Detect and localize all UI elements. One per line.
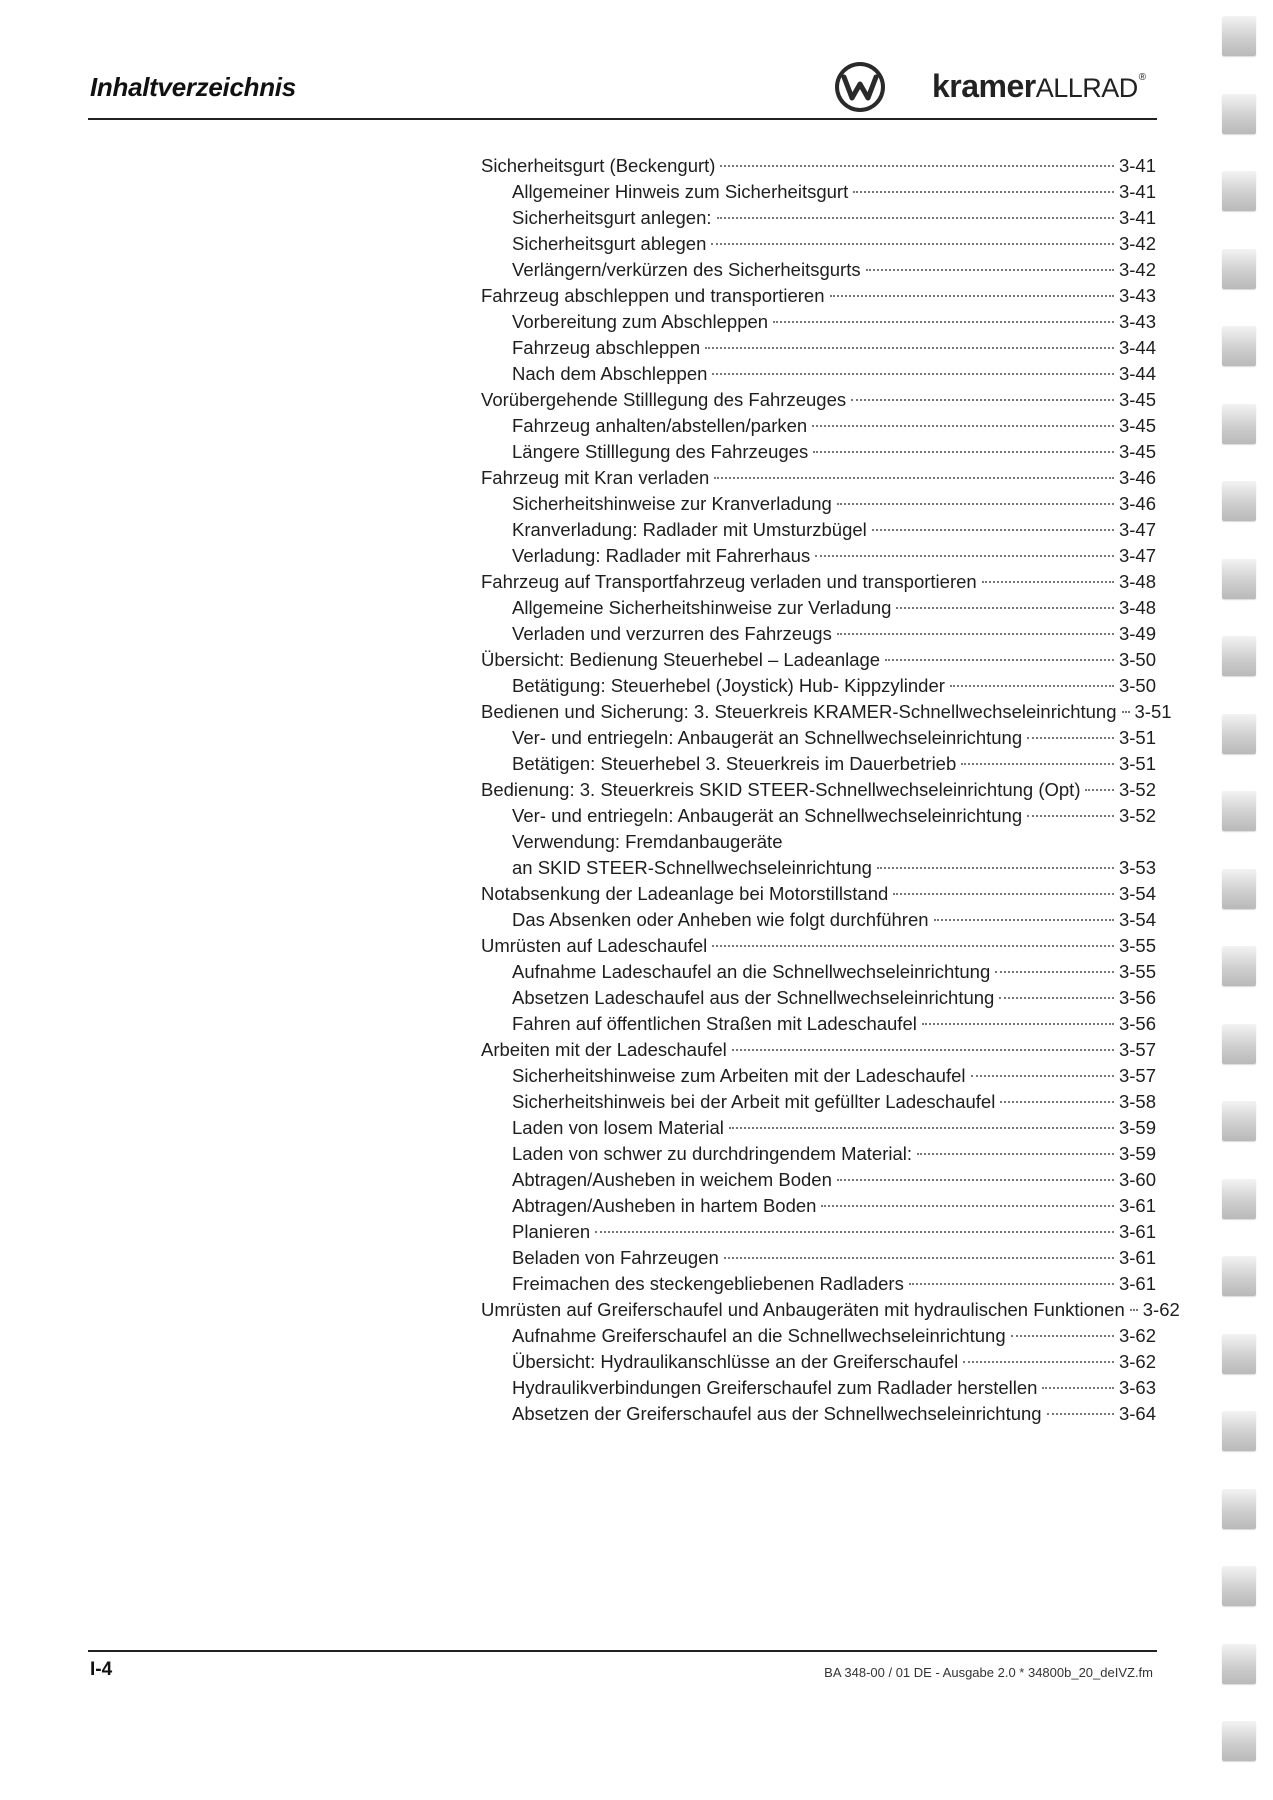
toc-entry[interactable] [481, 1141, 1156, 1167]
toc-entry-title: Arbeiten mit der Ladeschaufel [481, 1039, 727, 1060]
binder-tab [1222, 1256, 1256, 1296]
toc-entry[interactable] [481, 1167, 1156, 1193]
toc-entry-page: 3-51 [1118, 753, 1156, 774]
toc-entry-page: 3-48 [1118, 571, 1156, 592]
toc-leader-dots [877, 867, 1114, 869]
toc-entry-page: 3-41 [1118, 181, 1156, 202]
toc-leader-dots [896, 607, 1114, 609]
binder-tab [1222, 1024, 1256, 1064]
toc-leader-dots [813, 451, 1114, 453]
kramer-w-logo-icon [833, 60, 887, 114]
toc-leader-dots [917, 1153, 1114, 1155]
toc-entry-page: 3-45 [1118, 441, 1156, 462]
binder-tab [1222, 404, 1256, 444]
toc-entry-page: 3-41 [1118, 155, 1156, 176]
toc-leader-dots [885, 659, 1114, 661]
toc-entry-page: 3-51 [1134, 701, 1172, 722]
toc-leader-dots [982, 581, 1114, 583]
page-number: I-4 [90, 1659, 113, 1680]
toc-entry-page: 3-47 [1118, 519, 1156, 540]
toc-entry-page: 3-54 [1118, 909, 1156, 930]
toc-entry[interactable] [481, 595, 1156, 621]
toc-entry[interactable] [481, 985, 1156, 1011]
toc-entry[interactable] [481, 153, 1156, 179]
toc-leader-dots [909, 1283, 1114, 1285]
toc-entry-page: 3-61 [1118, 1195, 1156, 1216]
toc-entry-title: Sicherheitshinweis bei der Arbeit mit gefüllter Ladeschaufel [512, 1091, 996, 1112]
toc-entry[interactable] [481, 439, 1156, 465]
toc-entry[interactable] [481, 933, 1156, 959]
toc-entry-title: Übersicht: Bedienung Steuerhebel – Ladeanlage [481, 649, 881, 670]
toc-entry[interactable] [481, 881, 1156, 907]
toc-entry[interactable] [481, 1115, 1156, 1141]
toc-leader-dots [1047, 1413, 1114, 1415]
binder-tab [1222, 1644, 1256, 1684]
toc-leader-dots [851, 399, 1114, 401]
toc-entry[interactable] [481, 855, 1156, 881]
toc-entry[interactable] [481, 647, 1156, 673]
toc-entry[interactable] [481, 1401, 1156, 1427]
toc-entry-page: 3-58 [1118, 1091, 1156, 1112]
document-reference: BA 348-00 / 01 DE - Ausgabe 2.0 * 34800b_20_deIVZ.fm [824, 1665, 1153, 1680]
toc-leader-dots [815, 555, 1114, 557]
toc-leader-dots [1011, 1335, 1114, 1337]
toc-entry-title: Verladen und verzurren des Fahrzeugs [512, 623, 832, 644]
toc-entry-page: 3-51 [1118, 727, 1156, 748]
toc-entry[interactable] [481, 621, 1156, 647]
brand-registered-mark: ® [1138, 72, 1146, 83]
toc-entry-title: Abtragen/Ausheben in hartem Boden [512, 1195, 817, 1216]
toc-entry-page: 3-46 [1118, 493, 1156, 514]
toc-entry[interactable] [481, 751, 1156, 777]
toc-leader-dots [712, 945, 1114, 947]
toc-leader-dots [1027, 737, 1114, 739]
toc-entry[interactable] [481, 361, 1156, 387]
toc-entry-page: 3-62 [1142, 1299, 1180, 1320]
toc-entry-title: Nach dem Abschleppen [512, 363, 708, 384]
toc-entry-page: 3-56 [1118, 987, 1156, 1008]
toc-entry-title: Allgemeine Sicherheitshinweise zur Verladung [512, 597, 892, 618]
toc-leader-dots [711, 243, 1114, 245]
binder-tab [1222, 1721, 1256, 1761]
binder-tab [1222, 1566, 1256, 1606]
binder-tab [1222, 1179, 1256, 1219]
binder-tab [1222, 171, 1256, 211]
toc-entry-title: Ver- und entriegeln: Anbaugerät an Schnellwechseleinrichtung [512, 727, 1023, 748]
toc-entry-page: 3-59 [1118, 1117, 1156, 1138]
toc-entry-page: 3-49 [1118, 623, 1156, 644]
toc-entry-page: 3-45 [1118, 415, 1156, 436]
toc-leader-dots [724, 1257, 1114, 1259]
toc-leader-dots [712, 373, 1114, 375]
toc-entry-title: Planieren [512, 1221, 591, 1242]
toc-entry-title: Fahrzeug anhalten/abstellen/parken [512, 415, 808, 436]
toc-entry-page: 3-42 [1118, 259, 1156, 280]
toc-entry-title: Fahrzeug abschleppen [512, 337, 701, 358]
toc-entry[interactable] [481, 699, 1172, 725]
toc-leader-dots [950, 685, 1114, 687]
toc-entry-title: Abtragen/Ausheben in weichem Boden [512, 1169, 832, 1190]
toc-entry-title: Fahrzeug auf Transportfahrzeug verladen und transportieren [481, 571, 977, 592]
page-title: Inhaltverzeichnis [90, 72, 296, 102]
toc-entry-page: 3-53 [1118, 857, 1156, 878]
toc-entry[interactable] [481, 1297, 1180, 1323]
toc-entry-page: 3-55 [1118, 961, 1156, 982]
toc-entry-page: 3-43 [1118, 285, 1156, 306]
toc-leader-dots [872, 529, 1114, 531]
toc-entry[interactable] [481, 517, 1156, 543]
binder-tab [1222, 16, 1256, 56]
toc-entry-page: 3-45 [1118, 389, 1156, 410]
toc-entry-page: 3-59 [1118, 1143, 1156, 1164]
toc-entry-page: 3-57 [1118, 1065, 1156, 1086]
toc-entry-title: Vorbereitung zum Abschleppen [512, 311, 769, 332]
toc-leader-dots [866, 269, 1114, 271]
toc-leader-dots [963, 1361, 1114, 1363]
binder-tab [1222, 636, 1256, 676]
toc-leader-dots [934, 919, 1114, 921]
toc-leader-dots [830, 295, 1114, 297]
toc-leader-dots [893, 893, 1114, 895]
binder-tab [1222, 1334, 1256, 1374]
toc-leader-dots [971, 1075, 1114, 1077]
binder-tab [1222, 714, 1256, 754]
toc-entry-title: Verlängern/verkürzen des Sicherheitsgurts [512, 259, 861, 280]
toc-leader-dots [717, 217, 1114, 219]
toc-entry[interactable] [481, 413, 1156, 439]
table-of-contents [481, 153, 1180, 1427]
toc-entry-page: 3-52 [1118, 805, 1156, 826]
toc-entry[interactable] [481, 283, 1156, 309]
toc-entry[interactable] [481, 1375, 1156, 1401]
toc-entry[interactable] [481, 179, 1156, 205]
toc-leader-dots [1027, 815, 1114, 817]
brand-light: ALLRAD [1035, 73, 1138, 103]
toc-entry[interactable] [481, 257, 1156, 283]
toc-leader-dots [821, 1205, 1114, 1207]
toc-entry[interactable] [481, 387, 1156, 413]
toc-entry-page: 3-47 [1118, 545, 1156, 566]
toc-entry-title: Betätigung: Steuerhebel (Joystick) Hub- Kippzylinder [512, 675, 945, 696]
toc-entry[interactable] [481, 1219, 1156, 1245]
toc-entry-page: 3-61 [1118, 1273, 1156, 1294]
toc-leader-dots [999, 997, 1114, 999]
toc-entry[interactable] [481, 1063, 1156, 1089]
toc-entry-title: Vorübergehende Stilllegung des Fahrzeuges [481, 389, 847, 410]
toc-entry-title: Absetzen Ladeschaufel aus der Schnellwechseleinrichtung [512, 987, 995, 1008]
toc-entry-title: Sicherheitsgurt ablegen [512, 233, 707, 254]
toc-leader-dots [837, 503, 1114, 505]
toc-entry-title: Aufnahme Greiferschaufel an die Schnellwechseleinrichtung [512, 1325, 1006, 1346]
toc-entry-page: 3-50 [1118, 649, 1156, 670]
toc-leader-dots [1130, 1309, 1138, 1311]
toc-entry-title: Sicherheitshinweise zum Arbeiten mit der Ladeschaufel [512, 1065, 966, 1086]
toc-entry-title: Fahrzeug abschleppen und transportieren [481, 285, 825, 306]
brand-logo [932, 68, 1146, 105]
toc-entry-title: Laden von losem Material [512, 1117, 724, 1138]
toc-entry-title: Bedienung: 3. Steuerkreis SKID STEER-Schnellwechseleinrichtung (Opt) [481, 779, 1081, 800]
toc-leader-dots [922, 1023, 1114, 1025]
toc-entry-title: Fahrzeug mit Kran verladen [481, 467, 710, 488]
toc-entry[interactable] [481, 1245, 1156, 1271]
toc-entry-page: 3-43 [1118, 311, 1156, 332]
toc-entry-page: 3-48 [1118, 597, 1156, 618]
toc-entry-title: Laden von schwer zu durchdringendem Material: [512, 1143, 913, 1164]
toc-leader-dots [773, 321, 1114, 323]
toc-leader-dots [961, 763, 1114, 765]
binder-tab [1222, 326, 1256, 366]
toc-entry-page: 3-63 [1118, 1377, 1156, 1398]
toc-leader-dots [1122, 711, 1130, 713]
toc-entry-page: 3-46 [1118, 467, 1156, 488]
toc-entry-title: Bedienen und Sicherung: 3. Steuerkreis KRAMER-Schnellwechseleinrichtung [481, 701, 1117, 722]
toc-entry[interactable] [481, 465, 1156, 491]
toc-entry-title: Übersicht: Hydraulikanschlüsse an der Greiferschaufel [512, 1351, 959, 1372]
binder-tab [1222, 1101, 1256, 1141]
toc-entry[interactable] [481, 1193, 1156, 1219]
footer-divider [88, 1650, 1157, 1652]
toc-entry[interactable] [481, 829, 1156, 855]
toc-leader-dots [837, 633, 1114, 635]
toc-entry[interactable] [481, 1323, 1156, 1349]
toc-entry-page: 3-61 [1118, 1247, 1156, 1268]
toc-entry-page: 3-44 [1118, 337, 1156, 358]
toc-entry-title: Sicherheitshinweise zur Kranverladung [512, 493, 832, 514]
binder-tab [1222, 249, 1256, 289]
brand-bold: kramer [932, 68, 1036, 104]
toc-leader-dots [995, 971, 1114, 973]
toc-entry-page: 3-60 [1118, 1169, 1156, 1190]
toc-entry-page: 3-50 [1118, 675, 1156, 696]
toc-entry-title: Kranverladung: Radlader mit Umsturzbügel [512, 519, 867, 540]
binder-tab [1222, 946, 1256, 986]
toc-entry-page: 3-62 [1118, 1325, 1156, 1346]
toc-entry[interactable] [481, 1089, 1156, 1115]
toc-entry-title: Notabsenkung der Ladeanlage bei Motorstillstand [481, 883, 889, 904]
binder-tab [1222, 869, 1256, 909]
toc-entry-title: Das Absenken oder Anheben wie folgt durchführen [512, 909, 929, 930]
binder-tab [1222, 1489, 1256, 1529]
toc-entry-title: Hydraulikverbindungen Greiferschaufel zum Radlader herstellen [512, 1377, 1038, 1398]
toc-entry-page: 3-64 [1118, 1403, 1156, 1424]
toc-entry[interactable] [481, 803, 1156, 829]
toc-entry-page: 3-55 [1118, 935, 1156, 956]
toc-entry-title: Freimachen des steckengebliebenen Radladers [512, 1273, 904, 1294]
toc-entry-page: 3-57 [1118, 1039, 1156, 1060]
toc-entry-title: Allgemeiner Hinweis zum Sicherheitsgurt [512, 181, 849, 202]
toc-entry[interactable] [481, 543, 1156, 569]
binder-tab [1222, 94, 1256, 134]
toc-entry-title: Verladung: Radlader mit Fahrerhaus [512, 545, 811, 566]
toc-entry-page: 3-52 [1118, 779, 1156, 800]
binder-tab [1222, 559, 1256, 599]
toc-entry[interactable] [481, 1271, 1156, 1297]
toc-entry[interactable] [481, 569, 1156, 595]
toc-entry-title: Betätigen: Steuerhebel 3. Steuerkreis im Dauerbetrieb [512, 753, 957, 774]
toc-entry-title: Sicherheitsgurt (Beckengurt) [481, 155, 716, 176]
toc-entry[interactable] [481, 309, 1156, 335]
binder-tab [1222, 481, 1256, 521]
toc-entry[interactable] [481, 959, 1156, 985]
toc-leader-dots [732, 1049, 1114, 1051]
toc-leader-dots [1085, 789, 1113, 791]
toc-entry-title: Beladen von Fahrzeugen [512, 1247, 719, 1268]
toc-entry-page: 3-42 [1118, 233, 1156, 254]
toc-entry-page: 3-41 [1118, 207, 1156, 228]
toc-entry[interactable] [481, 491, 1156, 517]
toc-entry-title: Verwendung: Fremdanbaugeräte [512, 831, 783, 852]
toc-entry[interactable] [481, 1037, 1156, 1063]
toc-entry[interactable] [481, 907, 1156, 933]
toc-entry-title: Aufnahme Ladeschaufel an die Schnellwechseleinrichtung [512, 961, 991, 982]
toc-entry-title: Sicherheitsgurt anlegen: [512, 207, 712, 228]
binder-tab [1222, 1411, 1256, 1451]
toc-leader-dots [837, 1179, 1114, 1181]
toc-entry-page: 3-61 [1118, 1221, 1156, 1242]
toc-entry[interactable] [481, 231, 1156, 257]
toc-entry-title: Längere Stilllegung des Fahrzeuges [512, 441, 809, 462]
toc-leader-dots [853, 191, 1114, 193]
toc-entry-page: 3-56 [1118, 1013, 1156, 1034]
toc-entry-title: Umrüsten auf Greiferschaufel und Anbaugeräten mit hydraulischen Funktionen [481, 1299, 1125, 1320]
toc-entry-title: Absetzen der Greiferschaufel aus der Schnellwechseleinrichtung [512, 1403, 1042, 1424]
header-divider [88, 118, 1157, 120]
toc-leader-dots [1042, 1387, 1113, 1389]
toc-entry-title: Fahren auf öffentlichen Straßen mit Ladeschaufel [512, 1013, 917, 1034]
toc-entry[interactable] [481, 1349, 1156, 1375]
toc-entry-title: an SKID STEER-Schnellwechseleinrichtung [512, 857, 872, 878]
toc-entry[interactable] [481, 1011, 1156, 1037]
toc-entry-page: 3-44 [1118, 363, 1156, 384]
toc-leader-dots [1000, 1101, 1114, 1103]
binder-tab [1222, 791, 1256, 831]
toc-leader-dots [729, 1127, 1114, 1129]
toc-entry[interactable] [481, 673, 1156, 699]
toc-entry[interactable] [481, 777, 1156, 803]
toc-leader-dots [595, 1231, 1114, 1233]
toc-leader-dots [812, 425, 1114, 427]
toc-entry[interactable] [481, 335, 1156, 361]
toc-leader-dots [705, 347, 1114, 349]
toc-entry-page: 3-54 [1118, 883, 1156, 904]
toc-leader-dots [714, 477, 1114, 479]
binder-tab-strip [1222, 0, 1262, 1800]
toc-entry[interactable] [481, 205, 1156, 231]
toc-entry[interactable] [481, 725, 1156, 751]
toc-entry-title: Ver- und entriegeln: Anbaugerät an Schnellwechseleinrichtung [512, 805, 1023, 826]
toc-entry-page: 3-62 [1118, 1351, 1156, 1372]
toc-entry-title: Umrüsten auf Ladeschaufel [481, 935, 708, 956]
toc-leader-dots [720, 165, 1114, 167]
